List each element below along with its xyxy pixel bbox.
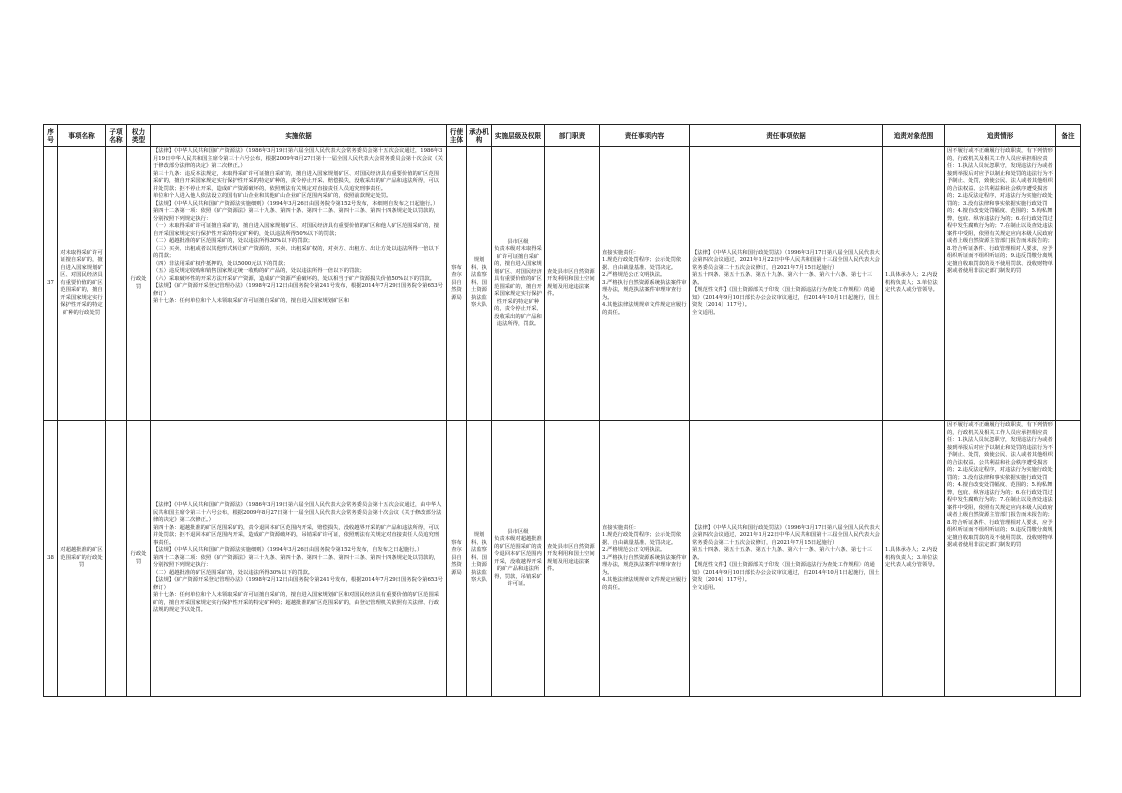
handling-org: 规划科、执法监察科、国土资源执法监察大队 bbox=[467, 421, 492, 697]
power-list-table bbox=[43, 124, 1081, 697]
basis-paragraph: 【法律】《中华人民共和国矿产资源法》（1986年3月19日第六届全国人民代表大会常务委员会第十五次会议通过，1986年3月19日中华人民共和国主席令第三十六号公布，根据2009年8月27日第十一届全国人民代表大会常务委员会第十次会议《关于修改部分法律的决定》第二次修正。） bbox=[153, 148, 443, 169]
row-number: 38 bbox=[44, 421, 58, 697]
level: 县市区级 bbox=[507, 238, 529, 245]
sub-item-name bbox=[106, 421, 127, 697]
exercising-subject: 察布查尔县自然资源局 bbox=[447, 421, 467, 697]
accountability-scope: 1.具体承办人；2.内设机构负责人；3.单位法定代表人或分管领导。 bbox=[883, 421, 945, 697]
basis-paragraph: 第四十条：超越批准的矿区范围采矿的，责令退回本矿区范围内开采，赔偿损失，没收越界开采的矿产品和违法所得，可以并处罚款；拒不退回本矿区范围内开采，造成矿产资源破坏的，吊销采矿许可证，依照刑法有关规定对直接责任人员追究刑事责任。 bbox=[153, 524, 440, 546]
header-cell: 行使主体 bbox=[447, 125, 467, 147]
header-cell: 追责情形 bbox=[945, 125, 1056, 147]
accountability-cases: 因不履行或不正确履行行政职责，有下列情形的，行政机关及相关工作人员应承担相应责任：1.执法人员玩忽职守，发现违法行为或者接到举报后对应予以制止和处罚的违法行为不予制止、处罚，致使公民、法人或者其他组织的合法权益、公共利益和社会秩序遭受损害的；2.违反法定程序，对违法行为实施行政处罚的；3.没有法律和事实依据实施行政处罚的；4.擅自改变处罚幅度、范围的；5.徇私舞弊，包庇、纵容违法行为的；6.在行政处罚过程中发生腐败行为的；7.在制止以及查处违法案件中受阻，依照有关规定应向本级人民政府或者上级自然资源主管部门报告而未报告的；8.符合听证条件、行政管理相对人要求，应予组织听证而不组织听证的；9.违反罚缴分离规定擅自收取罚款的及不使用罚款、没收财物单据或者使用非法定部门制发的罚 bbox=[945, 421, 1056, 697]
header-cell: 事项名称 bbox=[58, 125, 106, 147]
resp-basis-line: 全文适用。 bbox=[692, 584, 719, 591]
basis-paragraph: 第三十九条：违反本法规定，未取得采矿许可证擅自采矿的，擅自进入国家规划矿区、对国民经济具有重要价值的矿区范围采矿的，擅自开采国家规定实行保护性开采的特定矿种的，责令停止开采、赔偿损失，没收采出的矿产品和违法所得，可以并处罚款；拒不停止开采，造成矿产资源破坏的，依照刑法有关规定对直接责任人员追究刑事责任。 bbox=[153, 170, 440, 192]
level-and-authority bbox=[492, 147, 545, 421]
basis-paragraph: 第十七条：任何单位和个人未领取采矿许可证擅自采矿的，擅自进入国家规划矿区和 bbox=[153, 298, 349, 304]
header-row bbox=[44, 125, 1081, 147]
basis-paragraph: 【法律】《中华人民共和国矿产资源法》（1986年3月19日第六届全国人民代表大会常务委员会第十五次会议通过，由中华人民共和国主席令第三十六号公布，根据2009年8月27日第十一届全国人民代表大会常务委员会第十次会议《关于修改部分法律的决定》第二次修正。） bbox=[153, 502, 442, 524]
basis-paragraph: （一）未取得采矿许可证擅自采矿的，擅自进入国家规划矿区、对国民经济具有重要价值的矿区和他人矿区范围采矿的，擅自开采国家规定实行保护性开采的特定矿种的，处以违法所得50%以下的罚款； bbox=[153, 223, 440, 237]
resp-basis-line: 【规范性文件】《国土资源部关于印发〈国土资源违法行为查处工作规程〉的通知》（2014年9月10日部长办公会议审议通过，自2014年10月1日起施行，国土资发〔2014〕117号）。 bbox=[692, 562, 880, 584]
header-cell: 承办机构 bbox=[467, 125, 492, 147]
resp-line: 3.严格执行自然资源系统执法案件审理办法，规范执法案件审理审查行为。 bbox=[602, 279, 687, 301]
resp-basis-line: 【规范性文件】《国土资源部关于印发〈国土资源违法行为查处工作规程〉的通知》（2014年9月10日部长办公会议审议通过，自2014年10月1日起施行，国土资发〔2014〕117号）。 bbox=[692, 287, 880, 309]
legal-basis bbox=[151, 147, 447, 421]
resp-line: 直接实施责任： bbox=[602, 249, 640, 256]
header-cell: 责任事项依据 bbox=[690, 125, 883, 147]
authority: 负责本级对超越批准的矿区范围采矿的责令退回本矿区范围内开采，没收越界开采的矿产品和违法所得，罚款，吊销采矿许可证。 bbox=[494, 536, 542, 587]
accountability-scope: 1.具体承办人；2.内设机构负责人；3.单位法定代表人或分管领导。 bbox=[883, 147, 945, 421]
basis-paragraph: （三）买卖、出租或者以其他形式转让矿产资源的，买卖、出租采矿权的，对卖方、出租方、出让方处以违法所得一倍以下的罚款； bbox=[153, 245, 440, 259]
authority: 负责本级对未取得采矿许可证擅自采矿的，擅自进入国家规划矿区、对国民经济具有重要价值的矿区范围采矿的，擅自开采国家规定实行保护性开采的特定矿种的，责令停止开采、没收采出的矿产品和违法所得，罚款。 bbox=[494, 246, 542, 327]
resp-line: 4.其他法律法规规章文件规定应履行的责任。 bbox=[602, 302, 687, 316]
resp-basis-line: 第五十四条、第五十五条、第五十九条、第六十一条、第六十六条、第七十三条。 bbox=[692, 547, 873, 561]
basis-paragraph: （二）超越批准的矿区范围采矿的，处以违法所得30%以下的罚款。 bbox=[153, 569, 314, 576]
resp-basis-line: 第五十四条、第五十五条、第五十九条、第六十一条、第六十六条、第七十三条。 bbox=[692, 272, 873, 286]
responsibility-basis bbox=[690, 147, 883, 421]
basis-paragraph: 【法规】《中华人民共和国矿产资源法实施细则》（1994年3月26日由国务院令第152号发布，本细则自发布之日起施行。） bbox=[153, 200, 439, 207]
basis-paragraph: 第十七条：任何单位和个人未领取采矿许可证擅自采矿的，擅自进入国家规划矿区和对国民经济具有重要价值的矿区范围采矿的，擅自开采国家规定实行保护性开采的特定矿种的；超越批准的矿区范围采矿的，由登记管理机关依照有关法律、行政法规的规定予以处罚。 bbox=[153, 592, 440, 614]
row-number: 37 bbox=[44, 147, 58, 421]
resp-line: 1.规范行政处罚程序；公示处罚依据、自由裁量基准、处罚决定。 bbox=[602, 532, 682, 546]
level-and-authority bbox=[492, 421, 545, 697]
header-cell: 追责对象范围 bbox=[883, 125, 945, 147]
resp-line: 2.严格规范公正文明执法。 bbox=[602, 547, 666, 554]
exercising-subject: 察布查尔县自然资源局 bbox=[447, 147, 467, 421]
basis-paragraph: 【法规】《中华人民共和国矿产资源法实施细则》（1994年3月26日由国务院令第152号发布，自发布之日起施行。） bbox=[153, 547, 423, 554]
responsibility-content bbox=[600, 421, 690, 697]
power-type: 行政处罚 bbox=[127, 147, 151, 421]
responsibility-content bbox=[600, 147, 690, 421]
accountability-cases: 因不履行或不正确履行行政职责，有下列情形的，行政机关及相关工作人员应承担相应责任：1.执法人员玩忽职守，发现违法行为或者接到举报后对应予以制止和处罚的违法行为不予制止、处罚，致使公民、法人或者其他组织的合法权益、公共利益和社会秩序遭受损害的；2.违反法定程序，对违法行为实施行政处罚的；3.没有法律和事实依据实施行政处罚的；4.擅自改变处罚幅度、范围的；5.徇私舞弊，包庇、纵容违法行为的；6.在行政处罚过程中发生腐败行为的；7.在制止以及查处违法案件中受阻，依照有关规定应向本级人民政府或者上级自然资源主管部门报告而未报告的；8.符合听证条件、行政管理相对人要求，应予组织听证而不组织听证的；9.违反罚缴分离规定擅自收取罚款的及不使用罚款、没收财物单据或者使用非法定部门制发的罚 bbox=[945, 147, 1056, 421]
legal-basis bbox=[151, 421, 447, 697]
remarks bbox=[1056, 147, 1081, 421]
resp-line: 2.严格规范公正文明执法。 bbox=[602, 272, 666, 279]
table-row bbox=[44, 421, 1081, 697]
resp-basis-line: 全文适用。 bbox=[692, 309, 719, 316]
basis-paragraph: （二）超越批准的矿区范围采矿的，处以违法所得30%以下的罚款； bbox=[153, 238, 314, 244]
header-cell: 部门职责 bbox=[545, 125, 600, 147]
basis-paragraph: 第四十二条第二项：依照《矿产资源法》第三十九条、第四十条、第四十二条、第四十三条、第四十四条规定处以罚款的，分别按照下列规定执行： bbox=[153, 554, 440, 569]
basis-paragraph: （五）违反规定收购和销售国家规定统一收购的矿产品的，处以违法所得一倍以下的罚款； bbox=[153, 268, 365, 274]
basis-paragraph: 单位和个人进入他人依法设立的国有矿山企业和其他矿山企业矿区范围内采矿的，依照前款规定处罚。 bbox=[153, 193, 392, 199]
basis-paragraph: 第四十二条第一项：依照《矿产资源法》第三十九条、第四十条、第四十二条、第四十三条、第四十四条规定处以罚款的，分别按照下列规定执行： bbox=[153, 208, 440, 222]
dept-duty: 查处县市区自然资源开发利用和国土空间规划及用途违法案件。 bbox=[545, 147, 600, 421]
resp-line: 1.规范行政处罚程序；公示处罚依据、自由裁量基准、处罚决定。 bbox=[602, 257, 682, 271]
level: 县市区级 bbox=[507, 528, 529, 535]
remarks bbox=[1056, 421, 1081, 697]
header-cell: 实施层级及权限 bbox=[492, 125, 545, 147]
header-cell: 备注 bbox=[1056, 125, 1081, 147]
basis-paragraph: 【法规】《矿产资源开采登记管理办法》（1998年2月12日由国务院令第241号发布，根据2014年7月29日国务院令第653号修订） bbox=[153, 283, 443, 297]
basis-paragraph: （四）非法用采矿权作抵押的，处以5000元以下的罚款； bbox=[153, 260, 289, 267]
resp-line: 直接实施责任： bbox=[602, 524, 640, 531]
handling-org: 规划科、执法监察科、国土资源执法监察大队 bbox=[467, 147, 492, 421]
responsibility-basis bbox=[690, 421, 883, 697]
dept-duty: 查处县市区自然资源开发利用和国土空间规划及用途违法案件。 bbox=[545, 421, 600, 697]
sub-item-name bbox=[106, 147, 127, 421]
resp-basis-line: 【法律】《中华人民共和国行政处罚法》（1996年3月17日第八届全国人民代表大会第四次会议通过，2021年1月22日中华人民共和国第十三届全国人民代表大会常务委员会第二十五次会议修订，自2021年7月15日起施行） bbox=[692, 249, 880, 271]
item-name: 对未取得采矿许可证擅自采矿的，擅自进入国家规划矿区、对国民经济具有重要价值的矿区范围采矿的，擅自开采国家规定实行保护性开采的特定矿种的行政处罚 bbox=[58, 147, 106, 421]
header-cell: 实施依据 bbox=[151, 125, 447, 147]
header-cell: 序号 bbox=[44, 125, 58, 147]
power-type: 行政处罚 bbox=[127, 421, 151, 697]
item-name: 对超越批准的矿区范围采矿的行政处罚 bbox=[58, 421, 106, 697]
resp-line: 3.严格执行自然资源系统执法案件审理办法，规范执法案件审理审查行为。 bbox=[602, 554, 687, 576]
header-cell: 子项名称 bbox=[106, 125, 127, 147]
basis-paragraph: （六）采取破坏性的开采方法开采矿产资源，造成矿产资源严重破坏的，处以相当于矿产资源损失价值50%以下的罚款。 bbox=[153, 275, 435, 282]
resp-basis-line: 【法律】《中华人民共和国行政处罚法》（1996年3月17日第八届全国人民代表大会第四次会议通过，2021年1月22日中华人民共和国第十三届全国人民代表大会常务委员会第二十五次会议修订，自2021年7月15日起施行） bbox=[692, 524, 880, 546]
header-cell: 责任事项内容 bbox=[600, 125, 690, 147]
header-cell: 权力类型 bbox=[127, 125, 151, 147]
table-row bbox=[44, 147, 1081, 421]
resp-line: 4.其他法律法规规章文件规定应履行的责任。 bbox=[602, 577, 687, 591]
basis-paragraph: 【法规】《矿产资源开采登记管理办法》（1998年2月12日由国务院令第241号发布，根据2014年7月29日国务院令第653号修订） bbox=[153, 577, 443, 591]
